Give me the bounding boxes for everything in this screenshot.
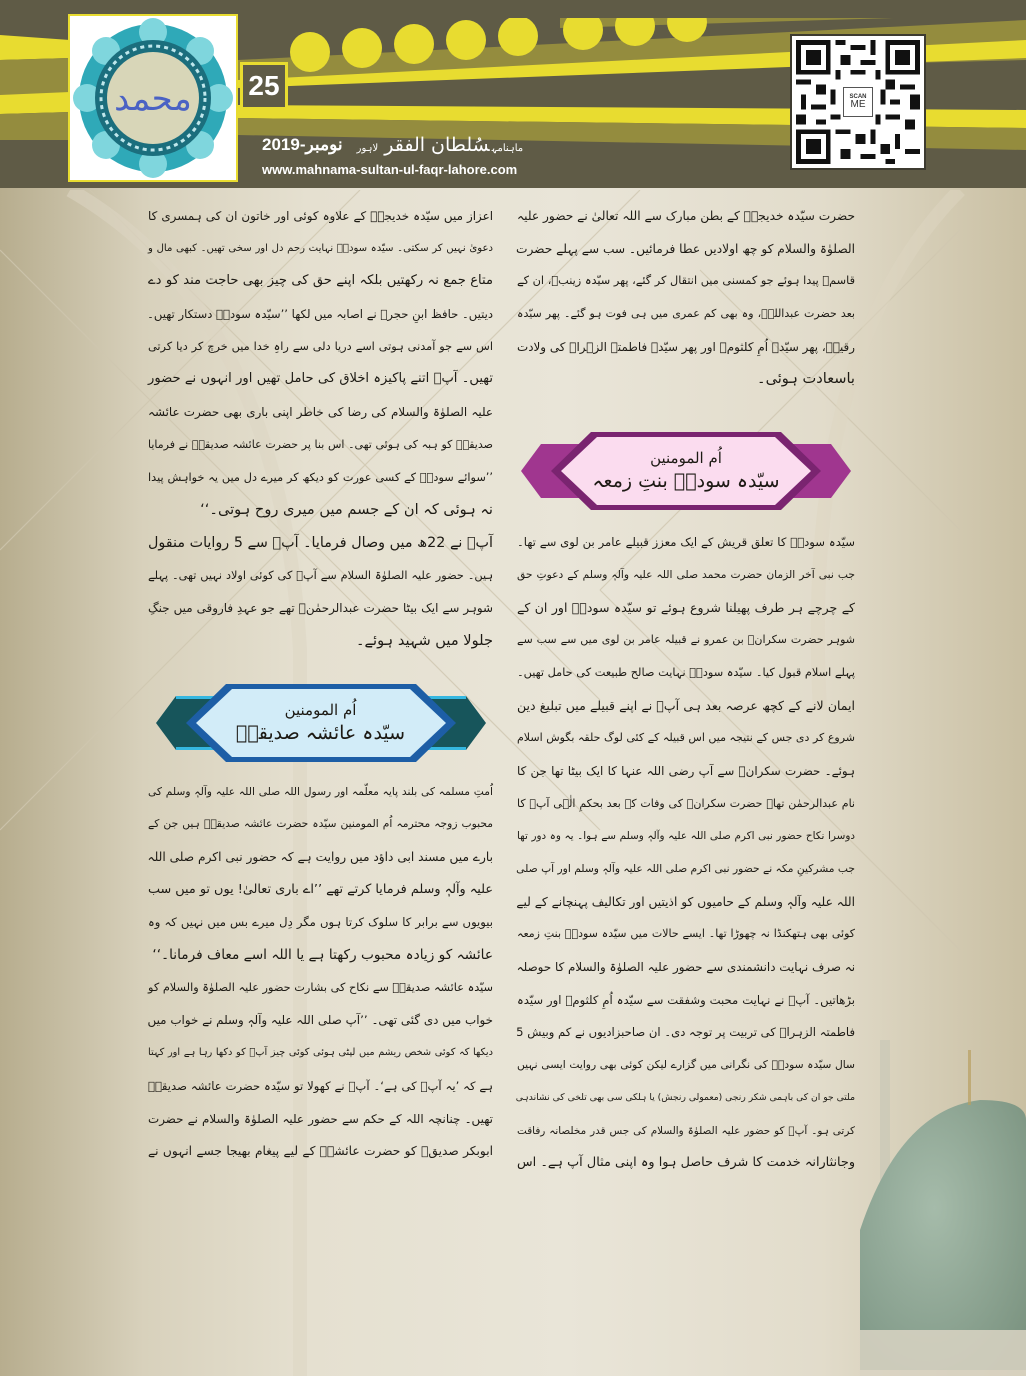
text-line: ہیں۔ حضور علیہ الصلوٰۃ السلام سے آپؓ کی کوئی اولاد نہیں تھی۔ پہلے — [148, 568, 493, 582]
heading-subtitle: اُم المومنین — [284, 700, 357, 719]
left-column — [148, 200, 493, 1168]
text-line: باسعادت ہوئی۔ — [757, 370, 855, 388]
text-line: تھیں۔ آپؓ اتنے پاکیزہ اخلاق کی حامل تھیں اور انہوں نے حضور — [148, 371, 493, 387]
magazine-prefix: ماہنامہ — [491, 143, 524, 154]
muhammad-calligraphy-emblem — [73, 18, 233, 178]
text-line: عائشہ کو زیادہ محبوب رکھتا ہے یا اللہ اسے معاف فرمانا۔‘‘ — [152, 947, 493, 964]
magazine-title — [355, 134, 524, 156]
scan-me-badge — [843, 87, 873, 117]
text-line: صدیقہؓ کو ہبہ کی ہوئی تھی۔ اس بنا پر حضرت عائشہ صدیقہؓ نے فرمایا — [148, 437, 493, 451]
dome-image — [860, 1040, 1026, 1376]
text-line: کے چرچے ہر طرف پھیلنا شروع ہوئے تو سیّدہ سودہؓ اور ان کے — [517, 599, 855, 615]
text-line: سال سیّدہ سودہؓ کی نگرانی میں گزارے لیکن کوئی بھی روایت ایسی نہیں — [517, 1058, 855, 1072]
text-line: علیہ وآلہٖ وسلم فرمایا کرتے تھے ’’اے باری تعالیٰ! یوں تو میں سب — [147, 881, 493, 897]
text-line: دیکھا کہ کوئی شخص ریشم میں لپٹی ہوئی کوئی چیز آپؐ کو دکھا رہا ہے اور کہتا — [148, 1047, 493, 1059]
text-line: ’’سوائے سودہؓ کے کسی عورت کو دیکھ کر میرے دل میں یہ خواہش پیدا — [148, 470, 493, 484]
text-line: آپؓ نے 22ھ میں وصال فرمایا۔ آپؓ سے 5 روایات منقول — [148, 534, 493, 551]
text-line: بعد حضرت عبداللہؓ، وہ بھی کم عمری میں ہی فوت ہو گئے۔ پھر سیّدہ — [517, 307, 855, 321]
text-line: وجانثارانہ خدمت کا شرف حاصل ہوا وہ اپنی مثال آپ ہے۔ اس — [517, 1155, 855, 1171]
text-line: تھیں۔ چنانچہ اللہ کے حکم سے حضور علیہ الصلوٰۃ والسلام نے حضرت — [148, 1111, 493, 1126]
text-line: بارے میں مسند ابی داؤد میں روایت ہے کہ حضور نبی اکرم صلی اللہ — [147, 850, 493, 864]
page-header — [0, 0, 1026, 188]
text-line: ملتی جو ان کی باہمی شکر رنجی (معمولی رنجش) یا ہلکی سی بھی تلخی کی نشاندہی — [515, 1091, 855, 1103]
intro-paragraph — [517, 200, 855, 396]
section-heading-aisha — [156, 680, 486, 766]
heading-subtitle: اُم المومنین — [650, 449, 722, 468]
text-line: اُمتِ مسلمہ کی بلند پایہ معلّمہ اور رسول اللہ صلی اللہ علیہ وآلہٖ وسلم کی — [148, 784, 493, 798]
section-heading-sauda — [521, 428, 851, 514]
text-line: سیّدہ سودہؓ کا تعلق قریش کے ایک معزز قبیلے عامر بن لوی سے تھا۔ — [517, 535, 855, 550]
text-line: نہ ہوئی کہ ان کے جسم میں میری روح ہوتی۔‘‘ — [200, 501, 493, 519]
text-line: کرتی ہو۔ آپؓ کو حضور علیہ الصلوٰۃ والسلام کی جس قدر مخلصانہ رفاقت — [517, 1124, 855, 1137]
text-line: ایمان لانے کے کچھ عرصہ بعد ہی آپؓ نے اپنے قبیلے میں تبلیغ دین — [517, 697, 855, 713]
text-line: دعویٰ نہیں کر سکتی۔ سیّدہ سودہؓ نہایت رحم دل اور سخی تھیں۔ کبھی مال و — [148, 242, 493, 254]
text-line: دیتیں۔ حافظ ابنِ حجرؒ نے اصابہ میں لکھا ’’سیّدہ سودہؓ دستکار تھیں۔ — [147, 307, 493, 322]
magazine-name: سُلطان الفقر — [384, 134, 490, 156]
text-line: اعزاز میں سیّدہ خدیجہؓ کے علاوہ کوئی اور خاتون ان کی ہمسری کا — [148, 209, 493, 223]
text-line: فاطمتہ الزہراؓ کی تربیت پر توجہ دی۔ ان صاحبزادیوں نے کم وبیش 5 — [516, 1025, 855, 1040]
text-line: جب مشرکینِ مکہ نے حضور نبی اکرم صلی اللہ علیہ وآلہٖ وسلم اور آپ صلی — [516, 862, 855, 875]
text-line: نام عبدالرحمٰن تھا۔ حضرت سکرانؓ کی وفات کے بعد بحکمِ الٰہی آپؓ کا — [517, 796, 855, 810]
text-line: محبوب زوجہ محترمہ اُم المومنین سیّدہ حضرت عائشہ صدیقہؓ ہیں جن کے — [148, 817, 493, 831]
text-line: ابوبکر صدیقؓ کو حضرت عائشہؓ کے لیے پیغام بھیجا جسے انہوں نے — [148, 1144, 493, 1159]
text-line: الصلوٰۃ والسلام کو چھ اولادیں عطا فرمائیں۔ سب سے پہلے حضرت — [515, 241, 855, 256]
issue-line — [262, 132, 562, 158]
scan-label: SCAN — [849, 94, 867, 100]
text-line: متاع جمع نہ رکھتیں بلکہ اپنے حق کی چیز بھی حاجت مند کو دے — [148, 273, 493, 289]
text-line: بیویوں سے برابر کا سلوک کرتا ہوں مگر دِل میرے بس میں نہیں کہ وہ — [148, 915, 493, 930]
text-line: بڑھاتیں۔ آپؓ نے نہایت محبت وشفقت سے سیّدہ اُمِ کلثومؓ اور سیّدہ — [517, 992, 855, 1007]
text-line: سیّدہ عائشہ صدیقہؓ سے نکاح کی بشارت حضور علیہ الصلوٰۃ والسلام کو — [148, 980, 493, 994]
magazine-city: لاہور — [356, 143, 379, 154]
heading-title: سیّدہ عائشہ صدیقہؓ — [235, 721, 406, 744]
body-paragraph — [148, 776, 493, 1168]
top-paragraph — [148, 200, 493, 658]
logo — [68, 14, 238, 182]
text-line: حضرت سیّدہ خدیجہؓ کے بطن مبارک سے اللہ تعالیٰ نے حضور علیہ — [517, 209, 855, 223]
text-line: دوسرا نکاح حضور نبی اکرم صلی اللہ علیہ وآلہٖ وسلم سے ہوا۔ یہ وہ دور تھا — [517, 830, 855, 843]
qr-code[interactable] — [790, 34, 926, 170]
logo-text: محمد — [114, 79, 192, 119]
text-line: اللہ علیہ وآلہٖ وسلم کے حامیوں کو اذیتیں اور تکالیف پہنچانے کے لیے — [516, 894, 855, 909]
page-number: 25 — [240, 62, 288, 110]
heading-title: سیّدہ سودہؓ بنتِ زمعہ — [592, 470, 780, 493]
text-line: پہلے اسلام قبول کیا۔ سیّدہ سودہؓ نہایت صالح طبیعت کی حامل تھیں۔ — [517, 665, 855, 679]
text-line: خواب میں دی گئی تھی۔ ’’آپ صلی اللہ علیہ وآلہٖ وسلم نے خواب میں — [147, 1013, 493, 1028]
website-link[interactable]: www.mahnama-sultan-ul-faqr-lahore.com — [262, 162, 518, 177]
text-line: شروع کر دی جس کے نتیجہ میں اس قبیلہ کے کئی لوگ حلقہ بگوش اسلام — [517, 731, 855, 745]
text-line: رقیہؓ، پھر سیّدہ اُمِ کلثومؓ اور پھر سیّدہ فاطمتہ الزہراؓ کی ولادت — [517, 339, 855, 354]
text-line: اس سے جو آمدنی ہوتی اسے دریا دلی سے راہِ خدا میں خرچ کر دیا کرتی — [148, 339, 493, 353]
text-line: علیہ الصلوٰۃ والسلام کی رضا کی خاطر اپنی باری بھی حضرت عائشہ — [148, 405, 493, 420]
text-line: ہوئے۔ حضرت سکرانؓ سے آپ رضی اللہ عنہا کا ایک بیٹا تھا جن کا — [517, 763, 855, 778]
text-line: جلولا میں شہید ہوئے۔ — [355, 631, 493, 649]
text-line: ہے کہ ’یہ آپؐ کی ہے‘۔ آپؐ نے کھولا تو سیّدہ حضرت عائشہ صدیقہؓ — [148, 1078, 493, 1093]
body-paragraph — [517, 526, 855, 1180]
text-line: کوئی بھی ہتھکنڈا نہ چھوڑا تھا۔ ایسے حالات میں سیّدہ سودہؓ بنتِ زمعہ — [517, 927, 855, 941]
right-column — [517, 200, 855, 1180]
text-line: شوہر سے ایک بیٹا حضرت عبدالرحمٰنؓ تھے جو عہدِ فاروقی میں جنگِ — [148, 601, 493, 616]
text-line: جب نبی آخر الزمان حضرت محمد صلی اللہ علیہ وآلہٖ وسلم کے دعوتِ حق — [517, 567, 855, 581]
text-line: نہ صرف نہایت دانشمندی سے حضور علیہ الصلوٰۃ والسلام کا حوصلہ — [516, 960, 855, 975]
text-line: شوہر حضرت سکرانؓ بن عمرو نے قبیلہ عامر بن لوی میں سے سب سے — [517, 633, 855, 647]
text-line: قاسمؓ پیدا ہوئے جو کمسنی میں انتقال کر گئے، پھر سیّدہ زینبؓ، ان کے — [517, 274, 855, 288]
me-label: ME — [850, 99, 866, 110]
issue-date: نومبر-2019 — [262, 135, 343, 154]
